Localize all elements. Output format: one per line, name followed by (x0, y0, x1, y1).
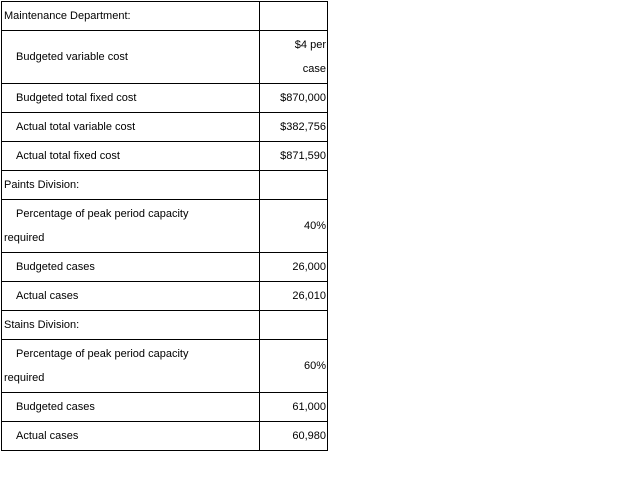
row-label (2, 340, 260, 393)
value-cell: $382,756 (260, 113, 328, 142)
table-row (2, 282, 328, 311)
table-row (2, 253, 328, 282)
table-row (2, 393, 328, 422)
value-line-1: $4 per (294, 39, 326, 51)
table-row (2, 171, 328, 200)
row-label: Actual cases (2, 282, 260, 311)
table-row (2, 311, 328, 340)
section-header-maintenance: Maintenance Department: (2, 2, 260, 31)
value-cell (260, 311, 328, 340)
value-cell (260, 31, 328, 84)
value-cell: 60% (260, 340, 328, 393)
table-row (2, 142, 328, 171)
row-label (2, 200, 260, 253)
label-line-2: required (4, 232, 45, 244)
table-row (2, 200, 328, 253)
value-cell: 26,010 (260, 282, 328, 311)
label-line-1: Percentage of peak period capacity (16, 348, 189, 360)
value-cell: 40% (260, 200, 328, 253)
section-header-paints: Paints Division: (2, 171, 260, 200)
table-row (2, 340, 328, 393)
value-cell: $871,590 (260, 142, 328, 171)
row-label: Budgeted cases (2, 253, 260, 282)
row-label: Budgeted cases (2, 393, 260, 422)
row-label: Actual total variable cost (2, 113, 260, 142)
value-cell: 60,980 (260, 422, 328, 451)
row-label: Actual cases (2, 422, 260, 451)
table-row (2, 31, 328, 84)
label-line-2: required (4, 372, 45, 384)
cost-data-table (1, 1, 328, 451)
row-label: Budgeted variable cost (2, 31, 260, 84)
value-line-2: case (302, 63, 326, 75)
row-label: Actual total fixed cost (2, 142, 260, 171)
section-header-stains: Stains Division: (2, 311, 260, 340)
table-row (2, 113, 328, 142)
table-row (2, 422, 328, 451)
row-label: Budgeted total fixed cost (2, 84, 260, 113)
value-cell: 61,000 (260, 393, 328, 422)
value-cell: 26,000 (260, 253, 328, 282)
table-row (2, 84, 328, 113)
value-cell (260, 171, 328, 200)
value-cell (260, 2, 328, 31)
value-cell: $870,000 (260, 84, 328, 113)
label-line-1: Percentage of peak period capacity (16, 208, 189, 220)
table-row (2, 2, 328, 31)
